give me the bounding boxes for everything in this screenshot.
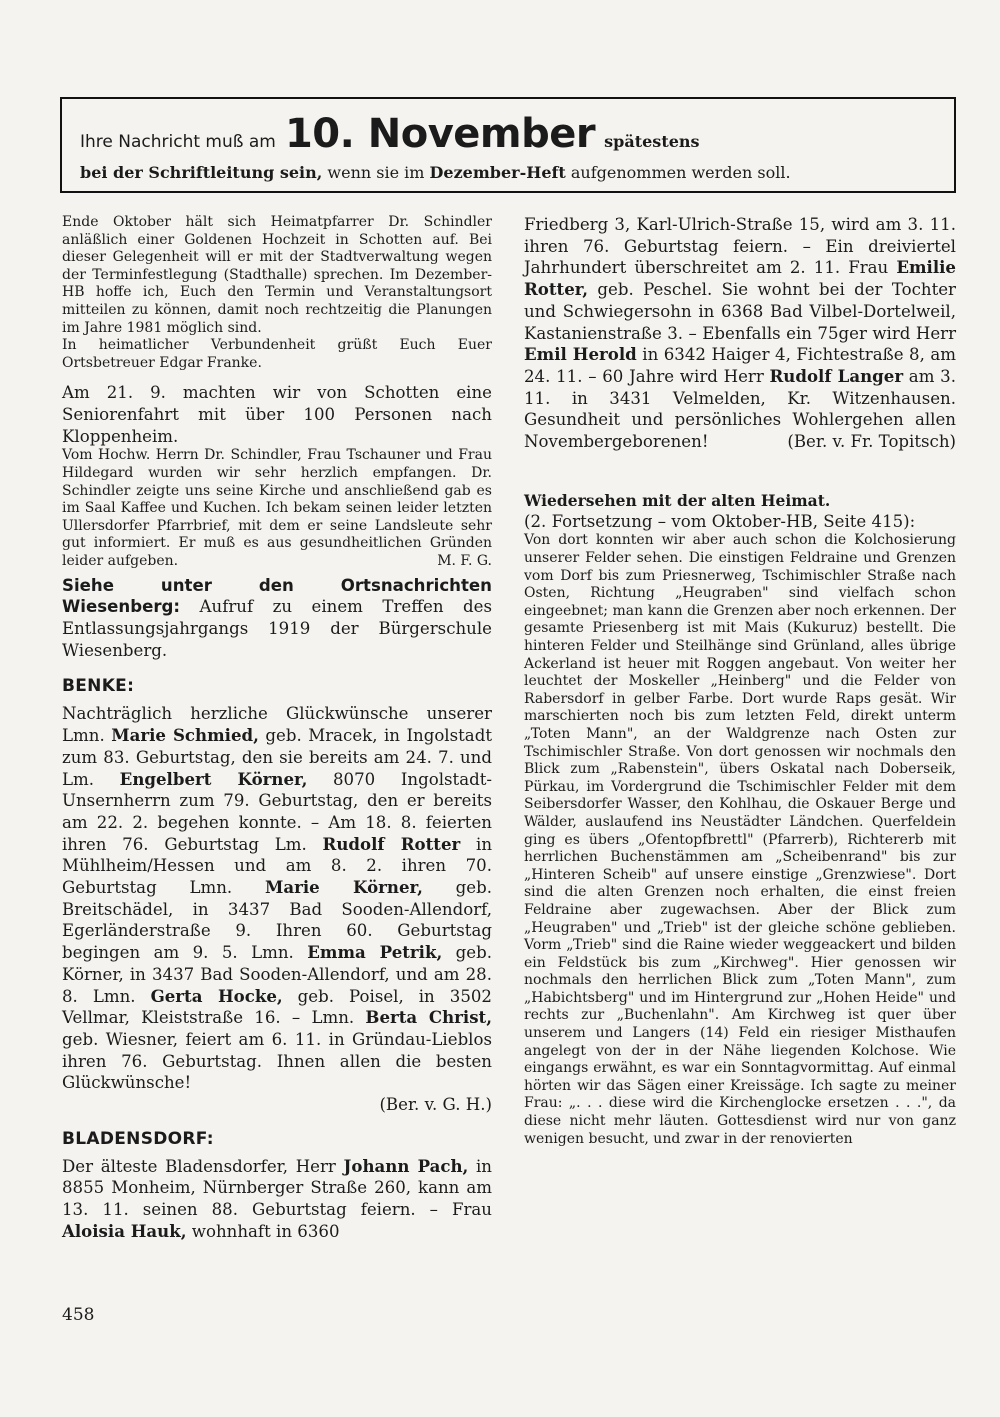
right-column: [524, 214, 956, 1148]
article-subtitle: (2. Fortsetzung – vom Oktober-HB, Seite 415):: [524, 511, 916, 531]
bladensdorf-name: Aloisia Hauk,: [62, 1220, 187, 1241]
continuation-name: Emilie Rotter,: [524, 257, 956, 300]
bladensdorf-name: Johann Pach,: [343, 1155, 469, 1176]
wiesenberg-rest: Aufruf zu einem Treffen des Entlassungsjahrgangs 1919 der Bürgerschule Wiesenberg.: [62, 597, 492, 660]
paragraph-wiesenberg-notice: [62, 575, 492, 662]
continuation-text: am 3. 11. in 3431 Velmelden, Kr. Witzenhausen. Gesundheit und persönliches Wohlergehen allen Novembergeborenen!: [524, 366, 956, 452]
benke-text: Nachträglich herzliche Glückwünsche unserer Lmn.: [62, 704, 492, 746]
continuation-name: Emil Herold: [524, 344, 637, 365]
benke-text: geb. Breitschädel, in 3437 Bad Sooden-Allendorf, Egerländerstraße 9. Ihren 60. Geburtstag begingen am 9. 5. Lmn.: [62, 878, 493, 963]
notice-mid: wenn sie im: [322, 163, 430, 182]
paragraph-continuation: [524, 214, 956, 453]
page-number: 458: [62, 1305, 95, 1325]
continuation-text: geb. Peschel. Sie wohnt bei der Tochter und Schwiegersohn in 6368 Bad Vilbel-Dortelweil, Kastanienstraße 3. – Ebenfalls ein 75ger wird Herr: [524, 280, 956, 343]
benke-signature: (Ber. v. G. H.): [379, 1095, 492, 1115]
paragraph-kloppenheim: [62, 447, 492, 570]
notice-suffix: spätestens: [604, 132, 700, 151]
benke-name: Berta Christ,: [365, 1007, 493, 1028]
kloppenheim-text: Vom Hochw. Herrn Dr. Schindler, Frau Tschauner und Frau Hildegard wurden wir sehr herzlich empfangen. Dr. Schindler zeigte uns seine Kirche und anschließend gab es im Saal Kaffee und Kuchen. Ich bekam seinen leider letzten Ullersdorfer Pfarrbrief, mit dem er seine Landsleute sehr gut informiert. Er muß es aus gesundheitlichen Gründen leider aufgeben.: [62, 447, 492, 570]
continuation-name: Rudolf Langer: [769, 365, 904, 386]
benke-name: Engelbert Körner,: [119, 768, 308, 789]
benke-name: Rudolf Rotter: [322, 833, 461, 854]
paragraph-bladensdorf: [62, 1156, 492, 1243]
paragraph-benke: [62, 703, 492, 1094]
deadline-notice-box: [60, 97, 956, 193]
benke-name: Gerta Hocke,: [150, 985, 283, 1006]
benke-name: Marie Schmied,: [111, 725, 259, 746]
left-column: [62, 214, 492, 1243]
benke-text: 8070 Ingolstadt-Unsernherrn zum 79. Geburtstag, den er bereits am 22. 2. begehen konnte. – Am 18. 8. feierten ihren 76. Geburtstag Lm.: [62, 769, 492, 854]
paragraph-greeting: In heimatlicher Verbundenheit grüßt Euch Euer Ortsbetreuer Edgar Franke.: [62, 337, 492, 371]
benke-text: geb. Poisel, in 3502 Vellmar, Kleiststraße 16. – Lmn.: [62, 986, 492, 1028]
benke-text: in Mühlheim/Hessen und am 8. 2. ihren 70. Geburtstag Lmn.: [62, 834, 493, 898]
notice-prefix: Ihre Nachricht muß am: [80, 132, 276, 152]
heading-benke: BENKE:: [62, 676, 135, 697]
wiesenberg-bold: Siehe unter den Ortsnachrichten Wiesenberg:: [62, 575, 492, 617]
notice-bold-1: bei der Schriftleitung sein,: [80, 163, 323, 182]
kloppenheim-signature: M. F. G.: [437, 553, 492, 570]
bladensdorf-text: wohnhaft in 6360: [186, 1221, 340, 1241]
notice-bold-2: Dezember-Heft: [429, 163, 566, 182]
paragraph-schindler-visit: Ende Oktober hält sich Heimatpfarrer Dr. Schindler anläßlich einer Goldenen Hochzeit in Schotten auf. Bei dieser Gelegenheit will er mit der Stadtverwaltung wegen der Terminfestlegung (Stadthalle) sprechen. Im Dezember-HB hoffe ich, Euch den Termin und Veranstaltungsort mitteilen zu können, damit noch rechtzeitig die Planungen im Jahre 1981 möglich sind.: [62, 214, 492, 336]
article-title: Wiedersehen mit der alten Heimat.: [524, 490, 831, 510]
continuation-text: in 6342 Haiger 4, Fichtestraße 8, am 24. 11. – 60 Jahre wird Herr: [524, 345, 956, 386]
notice-deadline-date: 10. November: [284, 111, 596, 157]
notice-line-2: [80, 163, 791, 182]
bladensdorf-text: in 8855 Monheim, Nürnberger Straße 260, kann am 13. 11. seinen 88. Geburtstag feiern. – Frau: [62, 1156, 492, 1220]
paragraph-senior-trip: Am 21. 9. machten wir von Schotten eine Seniorenfahrt mit über 100 Personen nach Kloppenheim.: [62, 383, 492, 446]
article-body: Von dort konnten wir aber auch schon die Kolchosierung unserer Felder sehen. Die einstigen Feldraine und Grenzen vom Dorf bis zum Priesnerweg, Tschimischler Straße nach Osten, Richtung „Heugraben" sind vielfach schon eingeebnet; man kann die Grenzen aber noch erkennen. Der gesamte Priesenberg ist mit Mais (Kukuruz) bestellt. Die hinteren Felder und Steilhänge sind Grünland, alles übrige Ackerland ist heuer mit Roggen angebaut. Von weiter her leuchtet der Moskeller „Heinberg" und die Felder von Rabersdorf in gelber Farbe. Dort wurde Raps gesät. Wir marschierten noch bis zum letzten Feld, direkt unterm „Toten Mann", an der Waldgrenze nach Osten zur Tschimischler Straße. Von dort genossen wir nochmals den Blick zum „Rabenstein", übers Oskatal nach Doberseik, Pürkau, im Vordergrund die Tschimischler Felder mit dem Seibersdorfer Wasser, den Kohlhau, die Oskauer Berge und Wälder, auslaufend ins Neustädter Ländchen. Querfeldein ging es übers „Ofentopfbrettl" (Pfarrerb), Richtererb mit herrlichen Buchenstämmen am „Scheibenrand" bis zur „Hinteren Scheib" auf unsere einstige „Grenzwiese". Dort sind die alten Grenzen noch erhalten, die einst freien Feldraine aber zugewachsen. Aber der Blick zum „Heugraben" und „Trieb" ist der gleiche schöne geblieben. Vorm „Trieb" sind die Raine wieder weggeackert und bilden ein Feldstück bis zum „Kirchweg". Hier genossen wir nochmals den herrlichen Blick zum „Toten Mann", zum „Habichtsberg" und im Hintergrund zur „Hohen Heide" und rechts zur „Buchenlahn". Am Kirchweg ist quer über unserem und Langers (14) Feld ein riesiger Misthaufen angelegt von der in der Nähe liegenden Kolchose. Wie eingangs erwähnt, es war ein Sonntagvormittag. Auf einmal hörten wir das Sägen einer Kreissäge. Ich sagte zu meiner Frau: „. . . diese wird die Kirchenglocke ersetzen . . .", da diese nicht mehr läuten. Gottesdienst wird nur von ganz wenigen besucht, und zwar in der renovierten: [524, 532, 956, 1147]
notice-end: aufgenommen werden soll.: [565, 163, 791, 182]
benke-name: Marie Körner,: [265, 877, 423, 898]
benke-name: Emma Petrik,: [307, 942, 443, 963]
benke-text: geb. Körner, in 3437 Bad Sooden-Allendorf, und am 28. 8. Lmn.: [62, 943, 492, 1006]
continuation-text: Friedberg 3, Karl-Ulrich-Straße 15, wird am 3. 11. ihren 76. Geburtstag feiern. – Ein dreiviertel Jahrhundert überschreitet am 2. 11. Frau: [524, 215, 956, 278]
notice-line-1: [80, 111, 700, 157]
bladensdorf-text: Der älteste Bladensdorfer, Herr: [62, 1156, 344, 1176]
benke-text: geb. Mracek, in Ingolstadt zum 83. Geburtstag, den sie bereits am 24. 7. und Lm.: [62, 726, 492, 789]
heading-bladensdorf: BLADENSDORF:: [62, 1128, 214, 1149]
continuation-signature: (Ber. v. Fr. Topitsch): [787, 432, 956, 452]
benke-text: geb. Wiesner, feiert am 6. 11. in Gründau-Lieblos ihren 76. Geburtstag. Ihnen allen die besten Glückwünsche!: [62, 1029, 492, 1093]
